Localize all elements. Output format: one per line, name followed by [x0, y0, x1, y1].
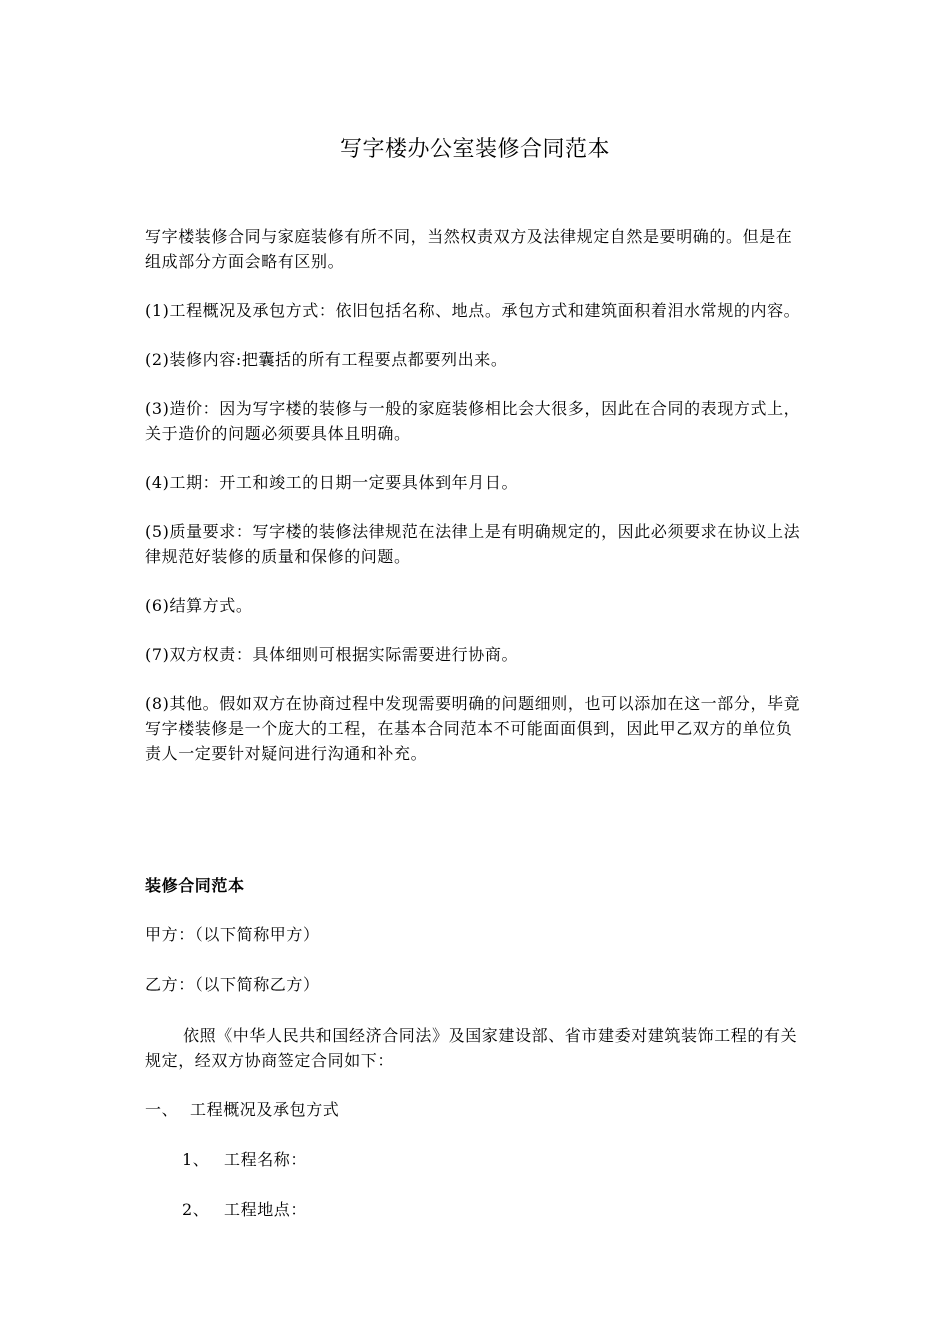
intro-paragraph: (4)工期：开工和竣工的日期一定要具体到年月日。	[145, 473, 519, 492]
intro-paragraph: (3)造价：因为写字楼的装修与一般的家庭装修相比会大很多，因此在合同的表现方式上，关于造价的问题必须要具体且明确。	[145, 399, 801, 443]
item-label: 工程地点：	[224, 1200, 308, 1219]
section-label: 工程概况及承包方式	[190, 1100, 340, 1119]
document-title: 写字楼办公室装修合同范本	[339, 137, 610, 162]
intro-paragraph: (2)装修内容:把囊括的所有工程要点都要列出来。	[145, 350, 508, 369]
intro-paragraph: 写字楼装修合同与家庭装修有所不同，当然权责双方及法律规定自然是要明确的。但是在组成部分方面会略有区别。	[145, 227, 793, 271]
item-label: 工程名称：	[224, 1150, 308, 1169]
section-item	[182, 1197, 307, 1222]
intro-paragraph: (7)双方权责：具体细则可根据实际需要进行协商。	[145, 645, 519, 664]
section-item	[182, 1147, 307, 1172]
item-number: 1、	[182, 1150, 210, 1169]
section-heading	[145, 1097, 339, 1122]
contract-preamble: 依照《中华人民共和国经济合同法》及国家建设部、省市建委对建筑装饰工程的有关规定，经双方协商签定合同如下：	[145, 1026, 798, 1070]
party-a-line: 甲方：（以下简称甲方）	[145, 925, 320, 944]
item-number: 2、	[182, 1200, 210, 1219]
intro-paragraph: (8)其他。假如双方在协商过程中发现需要明确的问题细则，也可以添加在这一部分，毕竟写字楼装修是一个庞大的工程，在基本合同范本不可能面面俱到，因此甲乙双方的单位负责人一定要针对疑问进行沟通和补充。	[145, 694, 801, 763]
party-b-line: 乙方：（以下简称乙方）	[145, 975, 320, 994]
section-number: 一、	[145, 1100, 179, 1119]
intro-section	[145, 224, 807, 766]
contract-heading: 装修合同范本	[145, 876, 245, 895]
intro-paragraph: (1)工程概况及承包方式：依旧包括名称、地点。承包方式和建筑面积着泪水常规的内容。	[145, 301, 801, 320]
intro-paragraph: (6)结算方式。	[145, 596, 253, 615]
intro-paragraph: (5)质量要求：写字楼的装修法律规范在法律上是有明确规定的，因此必须要求在协议上法律规范好装修的质量和保修的问题。	[145, 522, 801, 566]
